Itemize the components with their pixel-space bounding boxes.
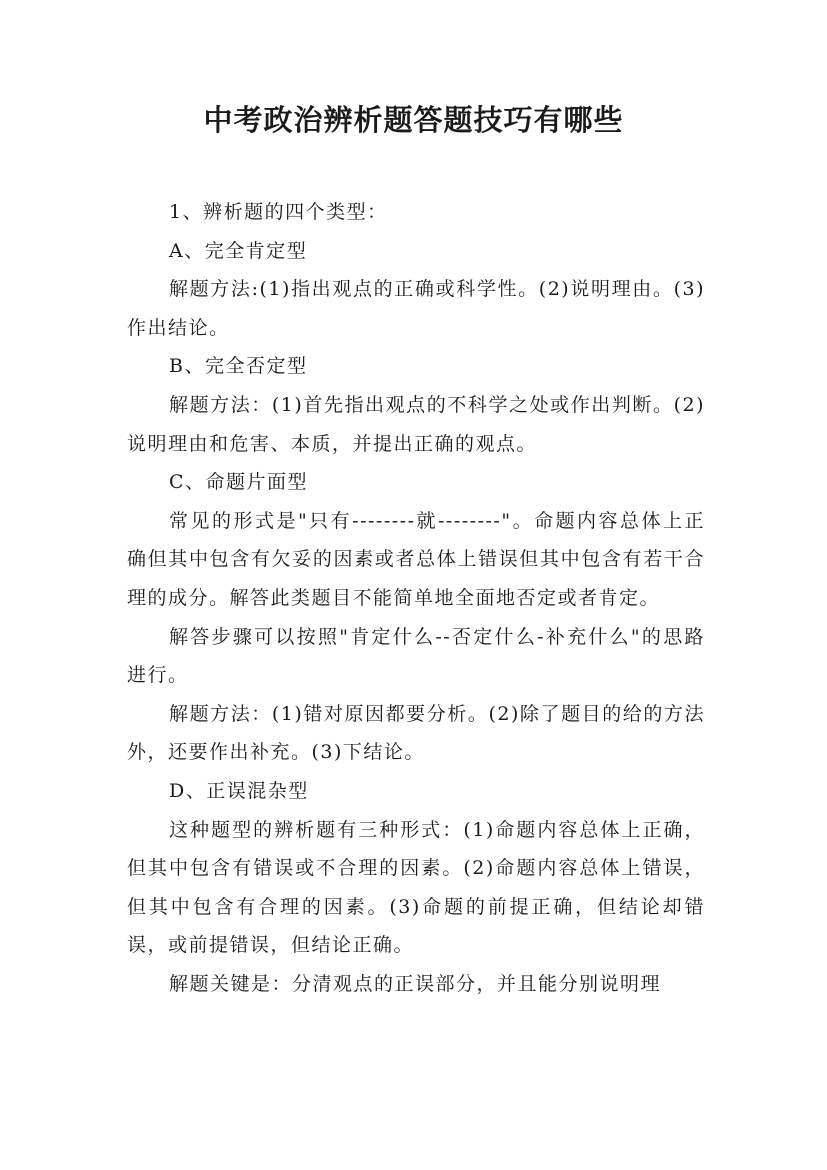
document-body [127, 193, 705, 1003]
paragraph-type-b-heading: B、完全否定型 [169, 355, 308, 378]
paragraph-type-d-description: 这种题型的辨析题有三种形式：(1)命题内容总体上正确，但其中包含有错误或不合理的因素。(2)命题内容总体上错误，但其中包含有合理的因素。(3)命题的前提正确，但结论却错误，或前提错误，但结论正确。 [127, 818, 705, 957]
paragraph-types-heading: 1、辨析题的四个类型： [169, 201, 388, 223]
paragraph-type-c-description: 常见的形式是"只有--------就--------"。命题内容总体上正确但其中包含有欠妥的因素或者总体上错误但其中包含有若干合理的成分。解答此类题目不能简单地全面地否定或者肯定。 [127, 509, 705, 609]
paragraph-type-a-method: 解题方法:(1)指出观点的正确或科学性。(2)说明理由。(3)作出结论。 [127, 278, 705, 339]
paragraph-type-a-heading: A、完全肯定型 [169, 239, 308, 262]
paragraph-type-c-steps: 解答步骤可以按照"肯定什么--否定什么-补充什么"的思路进行。 [127, 625, 705, 687]
paragraph-type-d-heading: D、正误混杂型 [169, 779, 309, 802]
paragraph-type-b-method: 解题方法：(1)首先指出观点的不科学之处或作出判断。(2)说明理由和危害、本质，并提出正确的观点。 [127, 393, 705, 455]
page-title: 中考政治辨析题答题技巧有哪些 [203, 103, 624, 137]
paragraph-type-c-heading: C、命题片面型 [169, 471, 309, 494]
paragraph-type-c-method: 解题方法：(1)错对原因都要分析。(2)除了题目的给的方法外，还要作出补充。(3)下结论。 [127, 702, 705, 764]
paragraph-type-d-key: 解题关键是：分清观点的正误部分，并且能分别说明理 [169, 972, 662, 995]
